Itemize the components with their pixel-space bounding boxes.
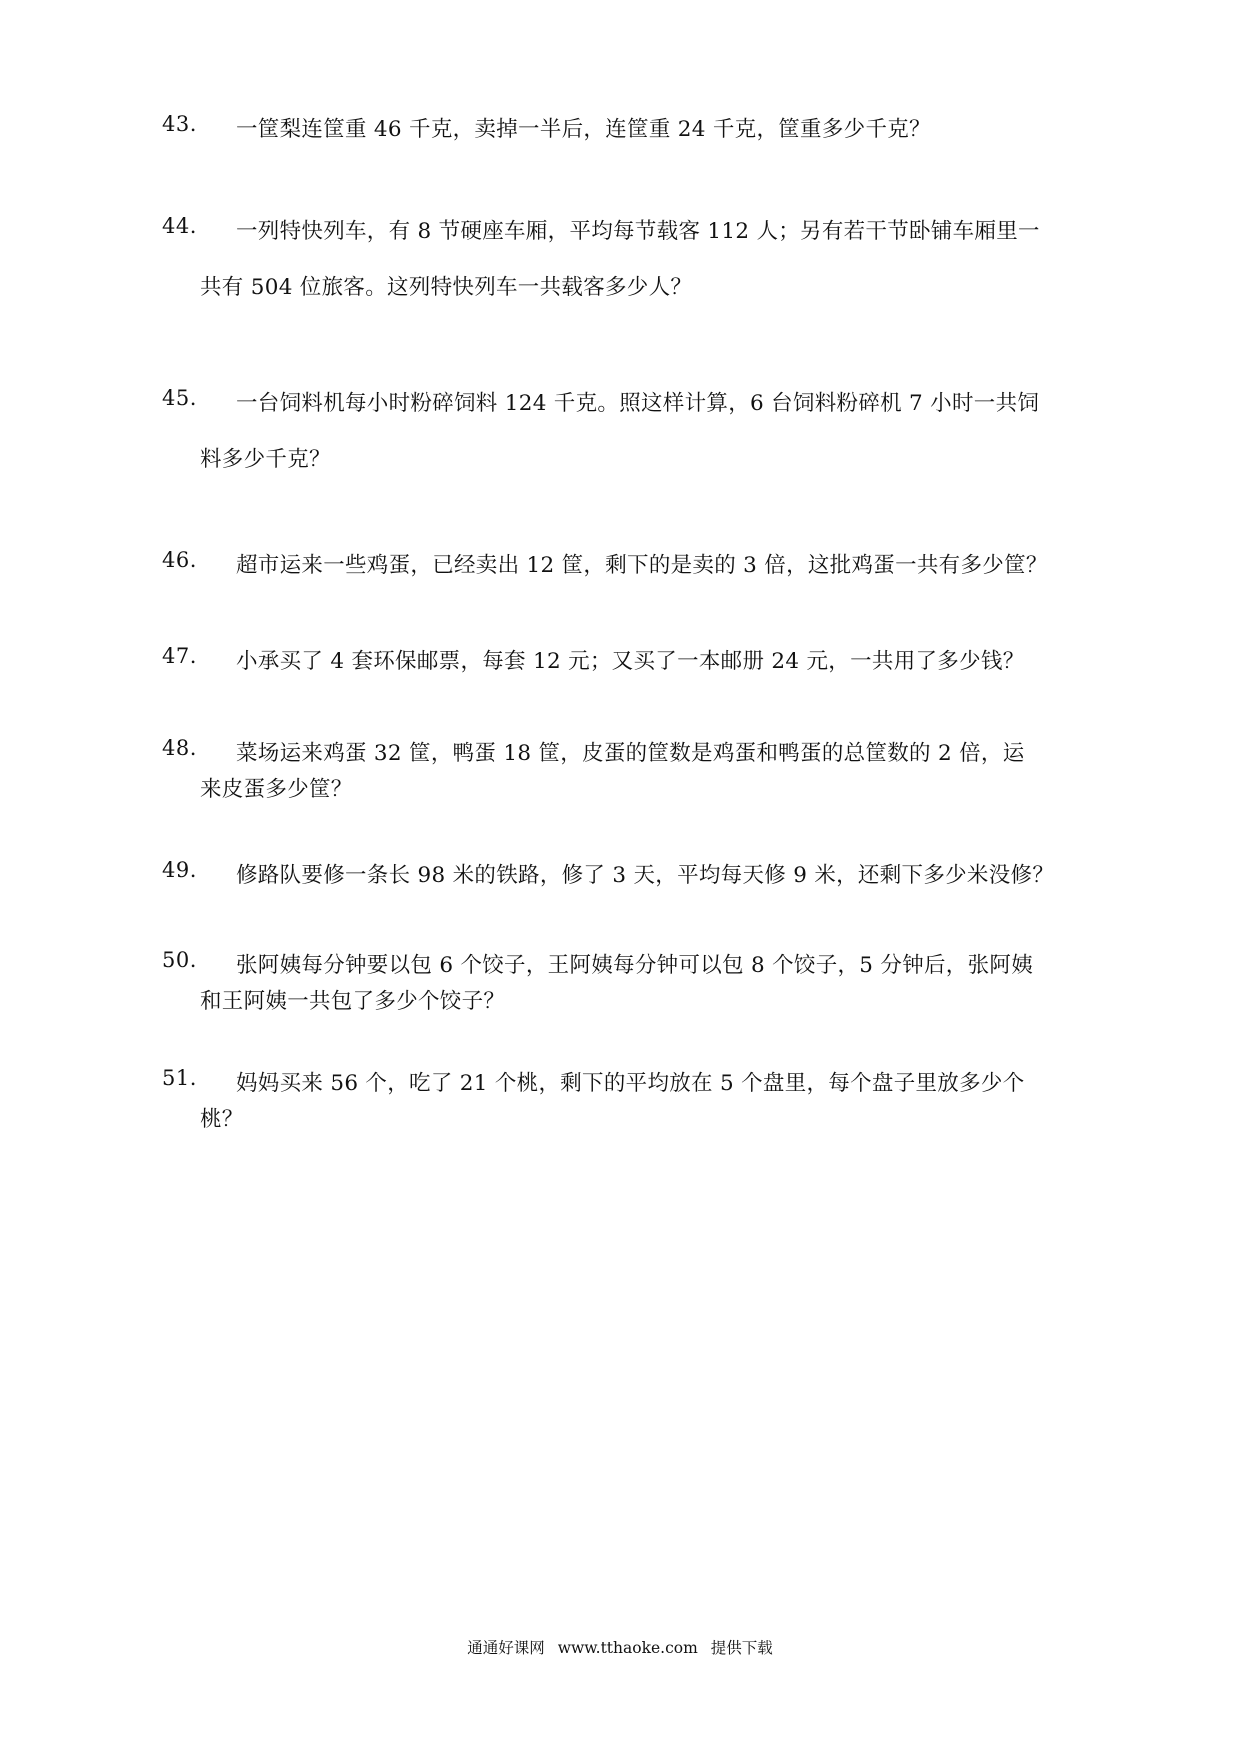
problem-number: 48. (162, 736, 197, 760)
problem-text-line: 一筐梨连筐重 46 千克，卖掉一半后，连筐重 24 千克，筐重多少千克？ (236, 117, 931, 142)
footer-url[interactable]: www.tthaoke.com (557, 1639, 698, 1657)
problem-text-line: 菜场运来鸡蛋 32 筐，鸭蛋 18 筐，皮蛋的筐数是鸡蛋和鸭蛋的总筐数的 2 倍，运 (236, 741, 1025, 766)
problem-number: 46. (162, 548, 197, 572)
problem-number: 45. (162, 386, 197, 410)
problem-number: 44. (162, 214, 197, 238)
problem-text-line: 和王阿姨一共包了多少个饺子？ (200, 989, 506, 1014)
problem-text-line: 妈妈买来 56 个，吃了 21 个桃，剩下的平均放在 5 个盘里，每个盘子里放多少个 (236, 1071, 1025, 1096)
problem-text-line: 修路队要修一条长 98 米的铁路，修了 3 天，平均每天修 9 米，还剩下多少米没修？ (236, 863, 1055, 888)
problem-text-line: 一台饲料机每小时粉碎饲料 124 千克。照这样计算，6 台饲料粉碎机 7 小时一共饲 (236, 391, 1040, 416)
problem-number: 49. (162, 858, 197, 882)
problem-text-line: 来皮蛋多少筐？ (200, 777, 353, 802)
footer-site-name: 通通好课网 (467, 1639, 545, 1657)
footer-suffix: 提供下载 (710, 1639, 773, 1657)
problem-text-line: 张阿姨每分钟要以包 6 个饺子，王阿姨每分钟可以包 8 个饺子，5 分钟后，张阿姨 (236, 953, 1034, 978)
problem-text-line: 料多少千克？ (200, 447, 331, 472)
problem-text-line: 一列特快列车，有 8 节硬座车厢，平均每节载客 112 人；另有若干节卧铺车厢里一 (236, 219, 1040, 244)
problem-number: 47. (162, 644, 197, 668)
problem-text-line: 桃？ (200, 1107, 244, 1132)
problem-text-line: 共有 504 位旅客。这列特快列车一共载客多少人？ (200, 275, 693, 300)
page-footer (0, 1636, 1240, 1658)
problem-text-line: 超市运来一些鸡蛋，已经卖出 12 筐，剩下的是卖的 3 倍，这批鸡蛋一共有多少筐？ (236, 553, 1048, 578)
problem-text-line: 小承买了 4 套环保邮票，每套 12 元；又买了一本邮册 24 元，一共用了多少钱？ (236, 649, 1025, 674)
problem-number: 50. (162, 948, 197, 972)
problem-number: 43. (162, 112, 197, 136)
problem-number: 51. (162, 1066, 197, 1090)
